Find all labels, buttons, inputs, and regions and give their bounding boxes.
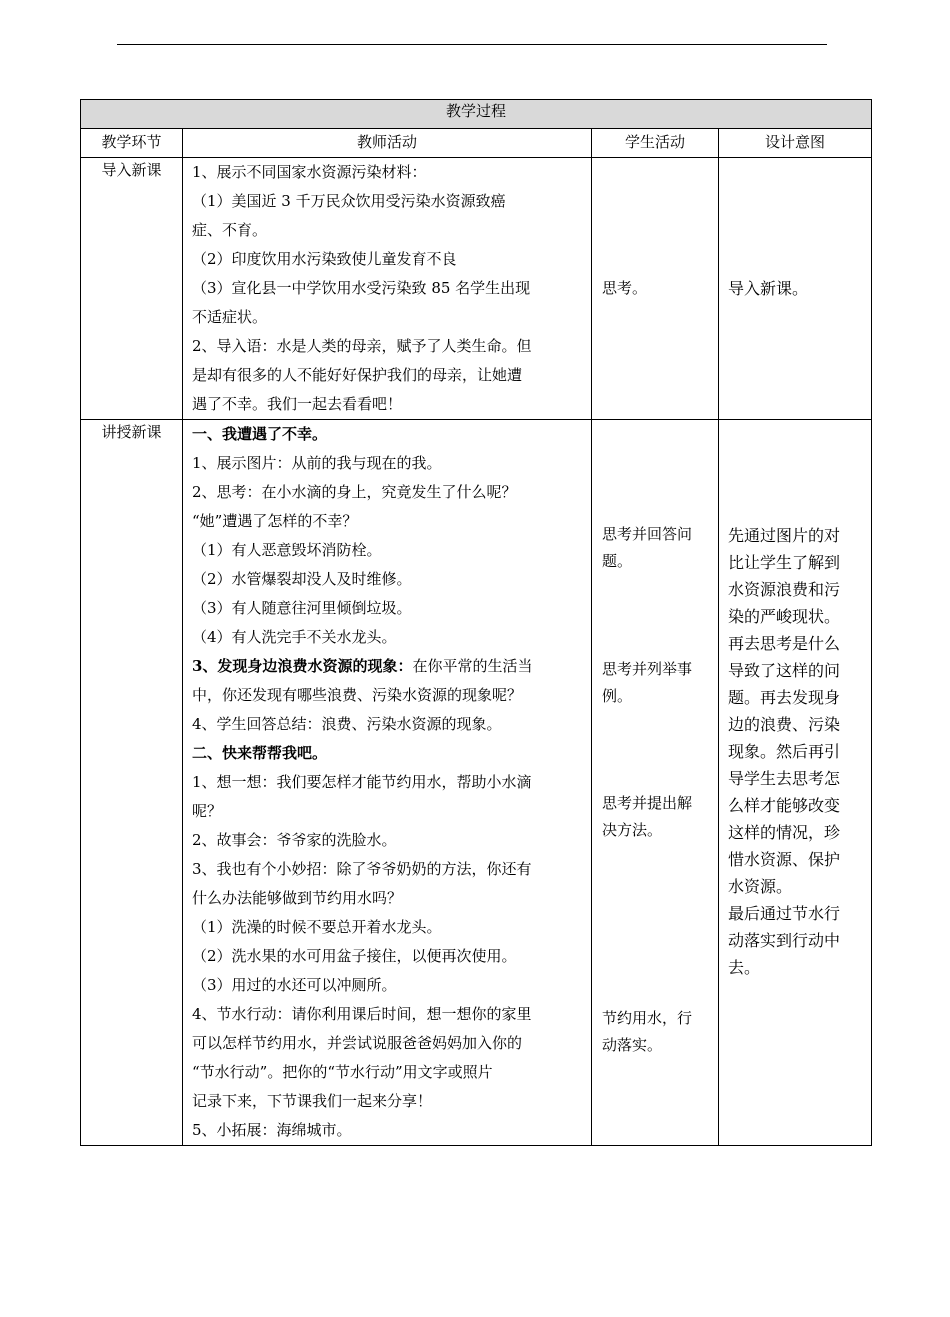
column-header-stage: 教学环节 (81, 129, 183, 158)
intro-design-cell (719, 158, 872, 420)
teacher-line: 什么办法能够做到节约用水吗？ (192, 889, 403, 907)
table-row (81, 420, 872, 1146)
intro-design: 导入新课。 (728, 279, 809, 298)
teacher-line: 2、故事会：爷爷家的洗脸水。 (192, 831, 397, 849)
teacher-line: （3）有人随意往河里倾倒垃圾。 (192, 599, 412, 617)
student-line: 题。 (602, 552, 633, 570)
design-line: 动落实到行动中 (728, 931, 841, 950)
teacher-line: （3）宣化县一中学饮用水受污染致 85 名学生出现 (192, 279, 531, 297)
student-line: 决方法。 (602, 821, 663, 839)
design-line: 水资源浪费和污 (728, 580, 841, 599)
teaching-process-table (80, 99, 872, 1146)
intro-student: 思考。 (602, 279, 648, 297)
intro-teacher-lines (183, 158, 591, 419)
student-block-2 (592, 656, 692, 710)
teacher-line: 1、展示不同国家水资源污染材料： (192, 163, 427, 181)
teacher-line: 一、我遭遇了不幸。 (192, 425, 328, 443)
design-line: 现象。然后再引 (728, 742, 841, 761)
design-line: 水资源。 (728, 877, 793, 896)
student-line: 思考并列举事 (602, 660, 693, 678)
student-line: 思考并提出解 (602, 794, 693, 812)
table-title: 教学过程 (81, 100, 872, 129)
table-row (81, 158, 872, 420)
stage-intro: 导入新课 (81, 158, 183, 420)
student-line: 节约用水，行 (602, 1009, 693, 1027)
teacher-line: 4、学生回答总结：浪费、污染水资源的现象。 (192, 715, 502, 733)
design-line: 么样才能够改变 (728, 796, 841, 815)
teacher-line: （2）水管爆裂却没人及时维修。 (192, 570, 412, 588)
design-line: 导致了这样的问 (728, 661, 841, 680)
teacher-line: 1、展示图片：从前的我与现在的我。 (192, 454, 442, 472)
teacher-line: 4、节水行动：请你利用课后时间，想一想你的家里 (192, 1005, 532, 1023)
teacher-line: 遇了不幸。我们一起去看看吧！ (192, 395, 403, 413)
intro-student-cell (592, 158, 719, 420)
teacher-line: （2）印度饮用水污染致使儿童发育不良 (192, 250, 457, 268)
teach-student-cell (592, 420, 719, 1146)
teacher-line: （3）用过的水还可以冲厕所。 (192, 976, 397, 994)
design-line: 题。再去发现身 (728, 688, 841, 707)
teacher-line: 呢？ (192, 802, 223, 820)
intro-teacher-cell (183, 158, 592, 420)
teacher-line: （1）美国近 3 千万民众饮用受污染水资源致癌 (192, 192, 506, 210)
teacher-line (183, 652, 591, 681)
teacher-line: 3、我也有个小妙招：除了爷爷奶奶的方法，你还有 (192, 860, 532, 878)
design-line: 先通过图片的对 (728, 526, 841, 545)
design-line: 去。 (728, 958, 761, 977)
design-line: 这样的情况，珍 (728, 823, 841, 842)
teach-design-cell (719, 420, 872, 1146)
teach-teacher-cell (183, 420, 592, 1146)
column-header-teacher: 教师活动 (183, 129, 592, 158)
student-line: 例。 (602, 687, 633, 705)
column-header-design: 设计意图 (719, 129, 872, 158)
design-line: 染的严峻现状。 (728, 607, 841, 626)
student-line: 思考并回答问 (602, 525, 693, 543)
student-block-3 (592, 790, 692, 844)
teacher-line: 二、快来帮帮我吧。 (192, 744, 328, 762)
header-rule (117, 44, 827, 45)
teacher-line: （1）洗澡的时候不要总开着水龙头。 (192, 918, 442, 936)
design-line: 导学生去思考怎 (728, 769, 841, 788)
teacher-line: 是却有很多的人不能好好保护我们的母亲，让她遭 (192, 366, 523, 384)
teacher-line: 5、小拓展：海绵城市。 (192, 1121, 352, 1139)
teach-design-lines (719, 420, 871, 981)
design-line: 惜水资源、保护 (728, 850, 841, 869)
teacher-line: （2）洗水果的水可用盆子接住，以便再次使用。 (192, 947, 517, 965)
teacher-line: “她”遭遇了怎样的不幸？ (192, 512, 358, 530)
student-block-4 (592, 1005, 692, 1059)
teacher-line: （4）有人洗完手不关水龙头。 (192, 628, 397, 646)
teacher-line-rest: 在你平常的生活当 (412, 657, 533, 675)
design-line: 最后通过节水行 (728, 904, 841, 923)
student-block-1 (592, 521, 692, 575)
teacher-line: 中，你还发现有哪些浪费、污染水资源的现象呢？ (192, 686, 523, 704)
teacher-line: “节水行动”。把你的“节水行动”用文字或照片 (192, 1063, 493, 1081)
teacher-line: 症、不育。 (192, 221, 268, 239)
teach-teacher-lines (183, 420, 591, 1145)
teacher-line-bold-prefix: 3、发现身边浪费水资源的现象： (192, 657, 413, 675)
design-line: 边的浪费、污染 (728, 715, 841, 734)
design-line: 比让学生了解到 (728, 553, 841, 572)
column-header-student: 学生活动 (592, 129, 719, 158)
teacher-line: 2、导入语：水是人类的母亲，赋予了人类生命。但 (192, 337, 532, 355)
teacher-line: 记录下来，下节课我们一起来分享！ (192, 1092, 433, 1110)
teacher-line: 2、思考：在小水滴的身上，究竟发生了什么呢？ (192, 483, 517, 501)
teacher-line: （1）有人恶意毁坏消防栓。 (192, 541, 382, 559)
student-line: 动落实。 (602, 1036, 663, 1054)
teacher-line: 1、想一想：我们要怎样才能节约用水，帮助小水滴 (192, 773, 532, 791)
teacher-line: 不适症状。 (192, 308, 268, 326)
teacher-line: 可以怎样节约用水，并尝试说服爸爸妈妈加入你的 (192, 1034, 523, 1052)
design-line: 再去思考是什么 (728, 634, 841, 653)
stage-teach: 讲授新课 (81, 420, 183, 1146)
